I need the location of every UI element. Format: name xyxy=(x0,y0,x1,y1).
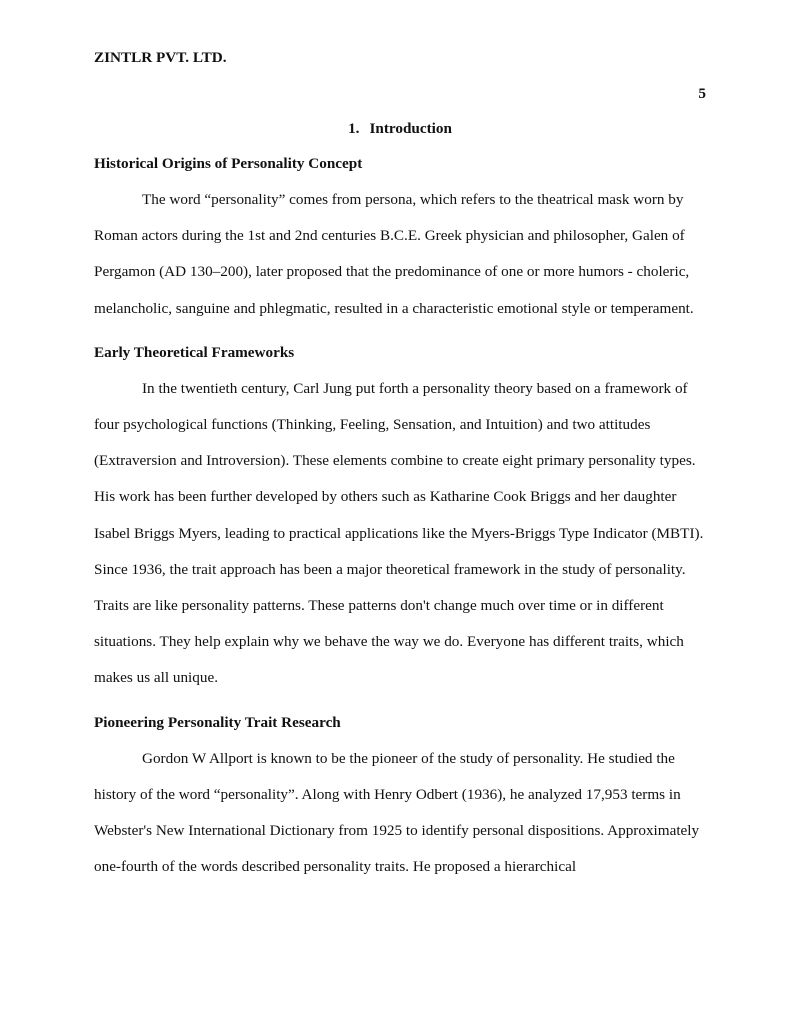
paragraph-historical-origins: The word “personality” comes from persona, which refers to the theatrical mask worn by Roman actors during the 1st and 2nd centuries B.C.E. Greek physician and philosopher, Galen of Pergamon (AD 130–200), later proposed that the predominance of one or more humors - choleric, melancholic, sanguine and phlegmatic, resulted in a characteristic emotional style or temperament. xyxy=(94,191,694,317)
paragraph-early-frameworks: In the twentieth century, Carl Jung put forth a personality theory based on a framework of four psychological functions (Thinking, Feeling, Sensation, and Intuition) and two attitudes (Extraversion and Introversion). These elements combine to create eight primary personality types. His work has been further developed by others such as Katharine Cook Briggs and her daughter Isabel Briggs Myers, leading to practical applications like the Myers-Briggs Type Indicator (MBTI). Since 1936, the trait approach has been a major theoretical framework in the study of personality. Traits are like personality patterns. These patterns don't change much over time or in different situations. They help explain why we behave the way we do. Everyone has different traits, which makes us all unique. xyxy=(94,379,704,687)
page-number: 5 xyxy=(698,85,706,102)
paragraph-trait-research: Gordon W Allport is known to be the pioneer of the study of personality. He studied the history of the word “personality”. Along with Henry Odbert (1936), he analyzed 17,953 terms in Webster's New International Dictionary from 1925 to identify personal dispositions. Approximately one-fourth of the words described personality traits. He proposed a hierarchical xyxy=(94,749,700,876)
section-number: 1. xyxy=(348,120,360,137)
subheading-trait-research: Pioneering Personality Trait Research xyxy=(94,713,341,731)
subheading-early-frameworks: Early Theoretical Frameworks xyxy=(94,343,295,361)
subheading-historical-origins: Historical Origins of Personality Concept xyxy=(94,155,363,172)
section-title xyxy=(94,119,706,139)
document-body xyxy=(94,154,708,901)
running-header-company: ZINTLR PVT. LTD. xyxy=(94,49,227,66)
section-title-text: Introduction xyxy=(369,120,452,137)
